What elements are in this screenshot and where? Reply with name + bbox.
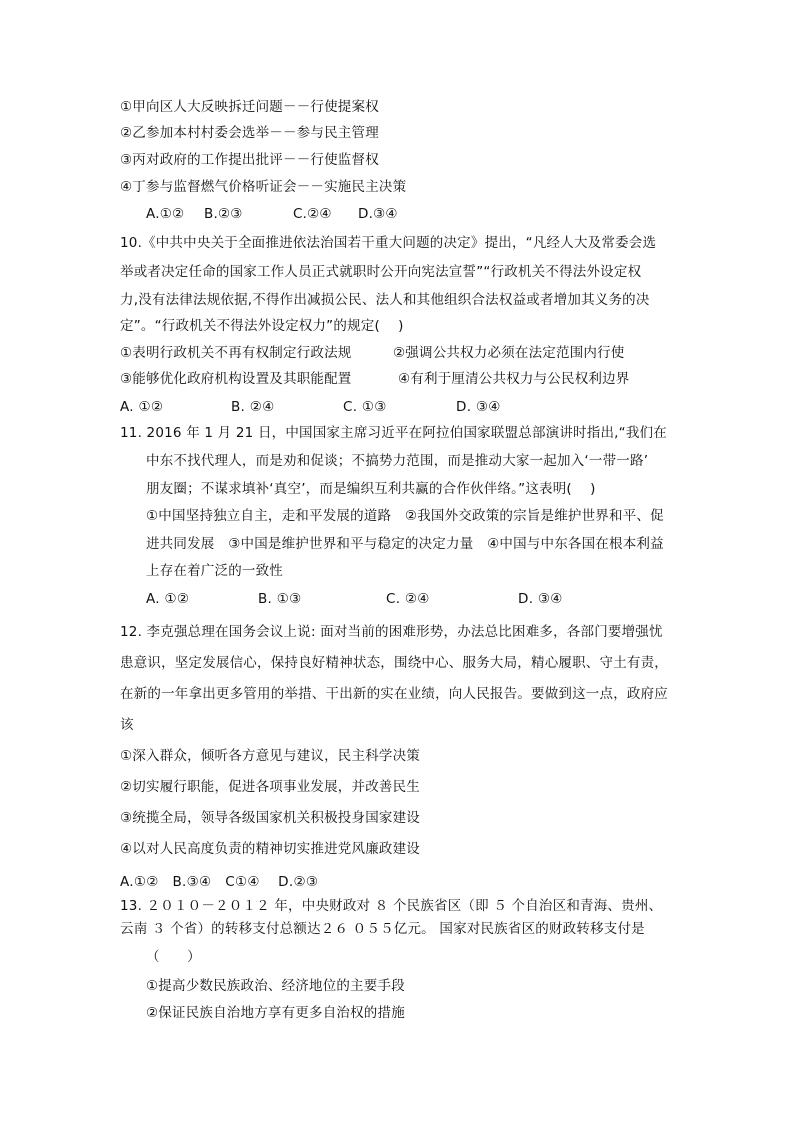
q12-item-4: ④以对人民高度负责的精神切实推进党风廉政建设 bbox=[120, 841, 421, 857]
q10-choice-2: ②强调公共权力必须在法定范围内行使 bbox=[393, 345, 625, 361]
q11-option-a: A. ①② bbox=[146, 591, 190, 607]
q13-item-1: ①提高少数民族政治、经济地位的主要手段 bbox=[146, 978, 405, 994]
q10-choice-4: ④有利于厘清公共权力与公民权利边界 bbox=[398, 371, 630, 387]
q13-stem-line-1: 13. ２０１０－２０１２ 年，中央财政对 ８ 个民族省区（即 ５ 个自治区和青海、贵州、 bbox=[120, 898, 663, 914]
q11-stem-line-3: 朋友圈；不谋求填补‘真空’，而是编织互利共赢的合作伙伴络。”这表明( ) bbox=[146, 481, 596, 497]
q10-stem-line-2: 举或者决定任命的国家工作人员正式就职时公开向宪法宣誓”“行政机关不得法外设定权 bbox=[120, 264, 642, 280]
q12-item-2: ②切实履行职能，促进各项事业发展，并改善民生 bbox=[120, 779, 421, 795]
q12-item-1: ①深入群众，倾听各方意见与建议，民主科学决策 bbox=[120, 748, 421, 764]
q13-item-2: ②保证民族自治地方享有更多自治权的措施 bbox=[146, 1005, 405, 1021]
q10-option-c: C. ①③ bbox=[343, 399, 387, 415]
q10-stem-line-1: 10.《中共中央关于全面推进依法治国若干重大问题的决定》提出，“凡经人大及常委会选 bbox=[120, 235, 657, 251]
q13-answer-blank: （ ） bbox=[146, 949, 201, 965]
q9-option-a: A.①② bbox=[146, 206, 185, 222]
q12-stem-line-2: 患意识，坚定发展信心，保持良好精神状态，围绕中心、服务大局，精心履职、守土有责， bbox=[120, 655, 668, 671]
q10-choice-1: ①表明行政机关不再有权制定行政法规 bbox=[120, 345, 352, 361]
q9-item-3: ③丙对政府的工作提出批评－－行使监督权 bbox=[120, 152, 379, 168]
q11-option-c: C. ②④ bbox=[386, 591, 430, 607]
q13-stem-line-2: 云南 ３ 个省）的转移支付总额达２６ ０５５亿元。 国家对民族省区的财政转移支付是 bbox=[120, 921, 645, 937]
q9-item-4: ④丁参与监督燃气价格听证会－－实施民主决策 bbox=[120, 179, 407, 195]
q9-option-b: B.②③ bbox=[204, 206, 243, 222]
q11-choice-line-1: ①中国坚持独立自主，走和平发展的道路 ②我国外交政策的宗旨是维护世界和平、促 bbox=[146, 508, 664, 524]
q12-options: A.①② B.③④ C①④ D.②③ bbox=[120, 874, 319, 890]
q9-option-c: C.②④ bbox=[293, 206, 332, 222]
q12-item-3: ③统揽全局，领导各级国家机关积极投身国家建设 bbox=[120, 810, 421, 826]
q10-stem-line-4: 定”。“行政机关不得法外设定权力”的规定( ) bbox=[120, 318, 404, 334]
q10-stem-line-3: 力,没有法律法规依据,不得作出减损公民、法人和其他组织合法权益或者增加其义务的决 bbox=[120, 292, 650, 308]
q11-option-b: B. ①③ bbox=[258, 591, 302, 607]
q10-option-a: A. ①② bbox=[120, 399, 164, 415]
q12-stem-line-3: 在新的一年拿出更多管用的举措、干出新的实在业绩，向人民报告。要做到这一点，政府应 bbox=[120, 686, 668, 702]
q11-choice-line-2: 进共同发展 ③中国是维护世界和平与稳定的决定力量 ④中国与中东各国在根本利益 bbox=[146, 536, 664, 552]
q11-stem-line-1: 11. 2016 年 1 月 21 日，中国国家主席习近平在阿拉伯国家联盟总部演讲时指出,“我们在 bbox=[120, 425, 667, 441]
q10-choice-3: ③能够优化政府机构设置及其职能配置 bbox=[120, 371, 352, 387]
q12-stem-line-4: 该 bbox=[120, 717, 134, 733]
q11-choice-line-3: 上存在着广泛的一致性 bbox=[146, 563, 283, 579]
q10-option-b: B. ②④ bbox=[231, 399, 275, 415]
q12-stem-line-1: 12. 李克强总理在国务会议上说: 面对当前的困难形势，办法总比困难多，各部门要增强忧 bbox=[120, 624, 663, 640]
q10-option-d: D. ③④ bbox=[456, 399, 501, 415]
q11-option-d: D. ③④ bbox=[518, 591, 563, 607]
q9-item-2: ②乙参加本村村委会选举－－参与民主管理 bbox=[120, 125, 379, 141]
q9-option-d: D.③④ bbox=[358, 206, 398, 222]
q11-stem-line-2: 中东不找代理人，而是劝和促谈；不搞势力范围，而是推动大家一起加入‘一带一路’ bbox=[146, 453, 649, 469]
q9-item-1: ①甲向区人大反映拆迁问题－－行使提案权 bbox=[120, 99, 379, 115]
